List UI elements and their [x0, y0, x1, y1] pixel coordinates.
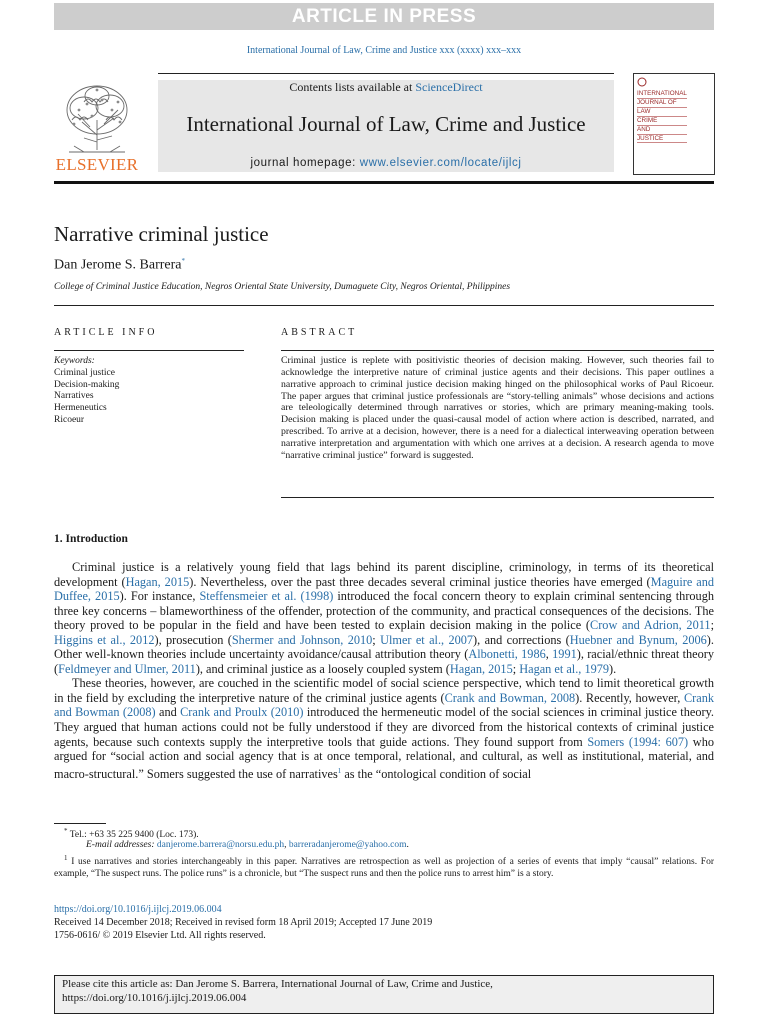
citation-line-1: Please cite this article as: Dan Jerome S. Barrera, International Journal of Law, Crime and Justice,: [62, 978, 493, 990]
abstract-rule: [281, 350, 714, 351]
keyword-item: Criminal justice: [54, 367, 115, 378]
citation-link[interactable]: Somers (1994: 607): [587, 734, 689, 749]
citation-link[interactable]: Crow and Adrion, 2011: [590, 618, 711, 633]
author-line: [54, 257, 185, 274]
abstract-bottom-rule: [281, 497, 714, 498]
footnote-1-mark: 1: [64, 854, 68, 862]
citation-link[interactable]: Ulmer et al., 2007: [380, 632, 474, 647]
section-heading-introduction: 1. Introduction: [54, 533, 128, 545]
keyword-item: Decision-making: [54, 379, 120, 390]
header-thick-rule: [54, 181, 714, 184]
doi-link[interactable]: https://doi.org/10.1016/j.ijlcj.2019.06.004: [54, 904, 222, 915]
copyright: 1756-0616/ © 2019 Elsevier Ltd. All rights reserved.: [54, 930, 266, 941]
header-top-rule: [158, 73, 614, 74]
email-label: E-mail addresses:: [86, 840, 157, 850]
publication-info: [54, 903, 432, 942]
star-footnote-mark: *: [64, 827, 68, 835]
keyword-item: Narratives: [54, 391, 94, 402]
cover-emblem-icon: [637, 77, 647, 87]
contents-line: [158, 80, 614, 95]
telephone: Tel.: +63 35 225 9400 (Loc. 173).: [69, 830, 199, 841]
introduction-paragraph-1: Criminal justice is a relatively young field that lags behind its parent discipline, criminology, in terms of its theoretical development (Hagan, 2015). Nevertheless, over the past three decades several criminal justice theories have emerged (Maguire and Duffee, 2015). For instance, Steffensmeier et al. (1998) introduced the focal concern theory to explain criminal sentencing through three key concerns – blameworthiness of the offender, protection of the community, and practical consequences of the decisions. The theory proved to be popular in the field and have been tested to explain decision making in the police (Crow and Adrion, 2011; Higgins et al., 2012), prosecution (Shermer and Johnson, 2010; Ulmer et al., 2007), and corrections (Huebner and Bynum, 2006). Other well-known theories include uncertainty avoidance/causal attribution theory (Albonetti, 1986, 1991), racial/ethnic threat theory (Feldmeyer and Ulmer, 2011), and criminal justice as a loosely coupled system (Hagan, 2015; Hagan et al., 1979).: [54, 560, 715, 676]
citation-link[interactable]: Shermer and Johnson, 2010: [231, 632, 373, 647]
citation-link[interactable]: Hagan, 2015: [125, 574, 190, 589]
journal-reference-link[interactable]: International Journal of Law, Crime and Justice xxx (xxxx) xxx–xxx: [246, 45, 522, 56]
article-info-rule: [54, 350, 244, 351]
keywords-block: [54, 356, 119, 427]
keywords-label: Keywords:: [54, 356, 95, 366]
introduction-paragraph-2: These theories, however, are couched in the scientific model of social science perspective, which tend to limit theoretical growth in the field by excluding the interpretive nature of the criminal justice agents (Crank and Bowman, 2008). Recently, however, Crank and Bowman (2008) and Crank and Proulx (2010) introduced the hermeneutic model of the social sciences in criminal justice theory. They argued that human actions could not be fully understood if they are divorced from the historical contexts of criminal justice agents, because such contexts supply the interpretive tools that guide actions. They found support from Somers (1994: 607) who argued for “social action and social agency that is at once temporal, relational, and cultural, as well as institutional, material, and macro-structural.” Somers suggested the use of narratives$^1$ as the “ontological condition of social: [54, 676, 715, 781]
journal-homepage: [158, 157, 614, 169]
journal-title: International Journal of Law, Crime and Justice: [186, 112, 586, 136]
cover-title: INTERNATIONAL JOURNAL OF LAW CRIME AND JUSTICE: [637, 90, 687, 142]
citation-link[interactable]: Crank and Bowman, 2008: [444, 690, 576, 705]
journal-cover-thumbnail[interactable]: [633, 73, 715, 175]
sciencedirect-link[interactable]: ScienceDirect: [415, 80, 483, 94]
citation-link[interactable]: Albonetti, 1986: [468, 647, 546, 662]
article-info-heading: ARTICLE INFO: [54, 327, 158, 338]
email-link-norsu[interactable]: danjerome.barrera@norsu.edu.ph: [156, 840, 285, 850]
citation-link[interactable]: Feldmeyer and Ulmer, 2011: [58, 661, 196, 676]
elsevier-wordmark: ELSEVIER: [55, 155, 139, 174]
homepage-label: journal homepage:: [250, 157, 360, 169]
keyword-item: Ricoeur: [54, 414, 85, 425]
title-block-rule: [54, 305, 714, 306]
citation-link[interactable]: Higgins et al., 2012: [54, 632, 155, 647]
citation-link[interactable]: Hagan et al., 1979: [519, 661, 610, 676]
footnote-rule: [54, 823, 106, 824]
citation-link[interactable]: Crank and Proulx (2010): [180, 705, 304, 720]
author-affiliation: College of Criminal Justice Education, Negros Oriental State University, Dumaguete City, Negros Oriental, Philippines: [54, 282, 511, 292]
received-dates: Received 14 December 2018; Received in revised form 18 April 2019; Accepted 17 June 2019: [54, 917, 433, 928]
email-link-yahoo[interactable]: barreradanjerome@yahoo.com: [288, 840, 407, 850]
author-footnote-mark[interactable]: *: [181, 257, 186, 265]
article-title: Narrative criminal justice: [54, 222, 269, 246]
citation-link[interactable]: Crank and Bowman (2008): [54, 690, 714, 720]
abstract-text: Criminal justice is replete with positivistic theories of decision making. However, such theories fail to acknowledge the interpretive nature of criminal justice agents and their decisions. This paper outlines a narrative approach to criminal justice decision making hinged on the philosophical works of Paul Ricoeur. The paper argues that criminal justice professionals are “story-telling animals” whose decisions and actions are teleologically determined through narratives or stories, which are primary meaning-making tools. Decision making is placed under the quasi-causal model of action where action is described, narrated, and prescribed. To arrive at a decision, however, there is a need for a dialectical interweaving operation between narrative interpretation and argumentation with which one arrives at a decision. A research agenda to move “narrative criminal justice” forward is suggested.: [281, 355, 714, 461]
footnote-1: [54, 853, 714, 881]
homepage-link[interactable]: www.elsevier.com/locate/ijlcj: [359, 157, 522, 169]
citation-doi[interactable]: https://doi.org/10.1016/j.ijlcj.2019.06.004: [62, 992, 247, 1004]
footnote-1-text: I use narratives and stories interchangeably in this paper. Narratives are retrospection as well as projection of a series of events that imply “causal” relations. For example, “The suspect runs. The police runs” is a chronicle, but “The suspect runs and then the police runs to arrest him” is a story.: [54, 857, 714, 879]
citation-box: [54, 975, 714, 1014]
introduction-body: [54, 560, 714, 781]
citation-link[interactable]: Steffensmeier et al. (1998): [199, 589, 334, 604]
abstract-heading: ABSTRACT: [281, 327, 358, 338]
footnote-ref[interactable]: 1: [337, 766, 342, 775]
citation-link[interactable]: 1991: [552, 647, 577, 662]
citation-link[interactable]: Maguire and Duffee, 2015: [54, 574, 714, 604]
citation-link[interactable]: Hagan, 2015: [449, 661, 513, 676]
article-in-press-banner: ARTICLE IN PRESS: [54, 3, 714, 30]
footnote-emails: E-mail addresses: danjerome.barrera@norsu.edu.ph, barreradanjerome@yahoo.com.: [86, 840, 409, 850]
contents-prefix: Contents lists available at: [289, 80, 416, 94]
author-name: Dan Jerome S. Barrera: [54, 257, 182, 273]
keyword-item: Hermeneutics: [54, 403, 107, 414]
citation-link[interactable]: Huebner and Bynum, 2006: [569, 632, 707, 647]
